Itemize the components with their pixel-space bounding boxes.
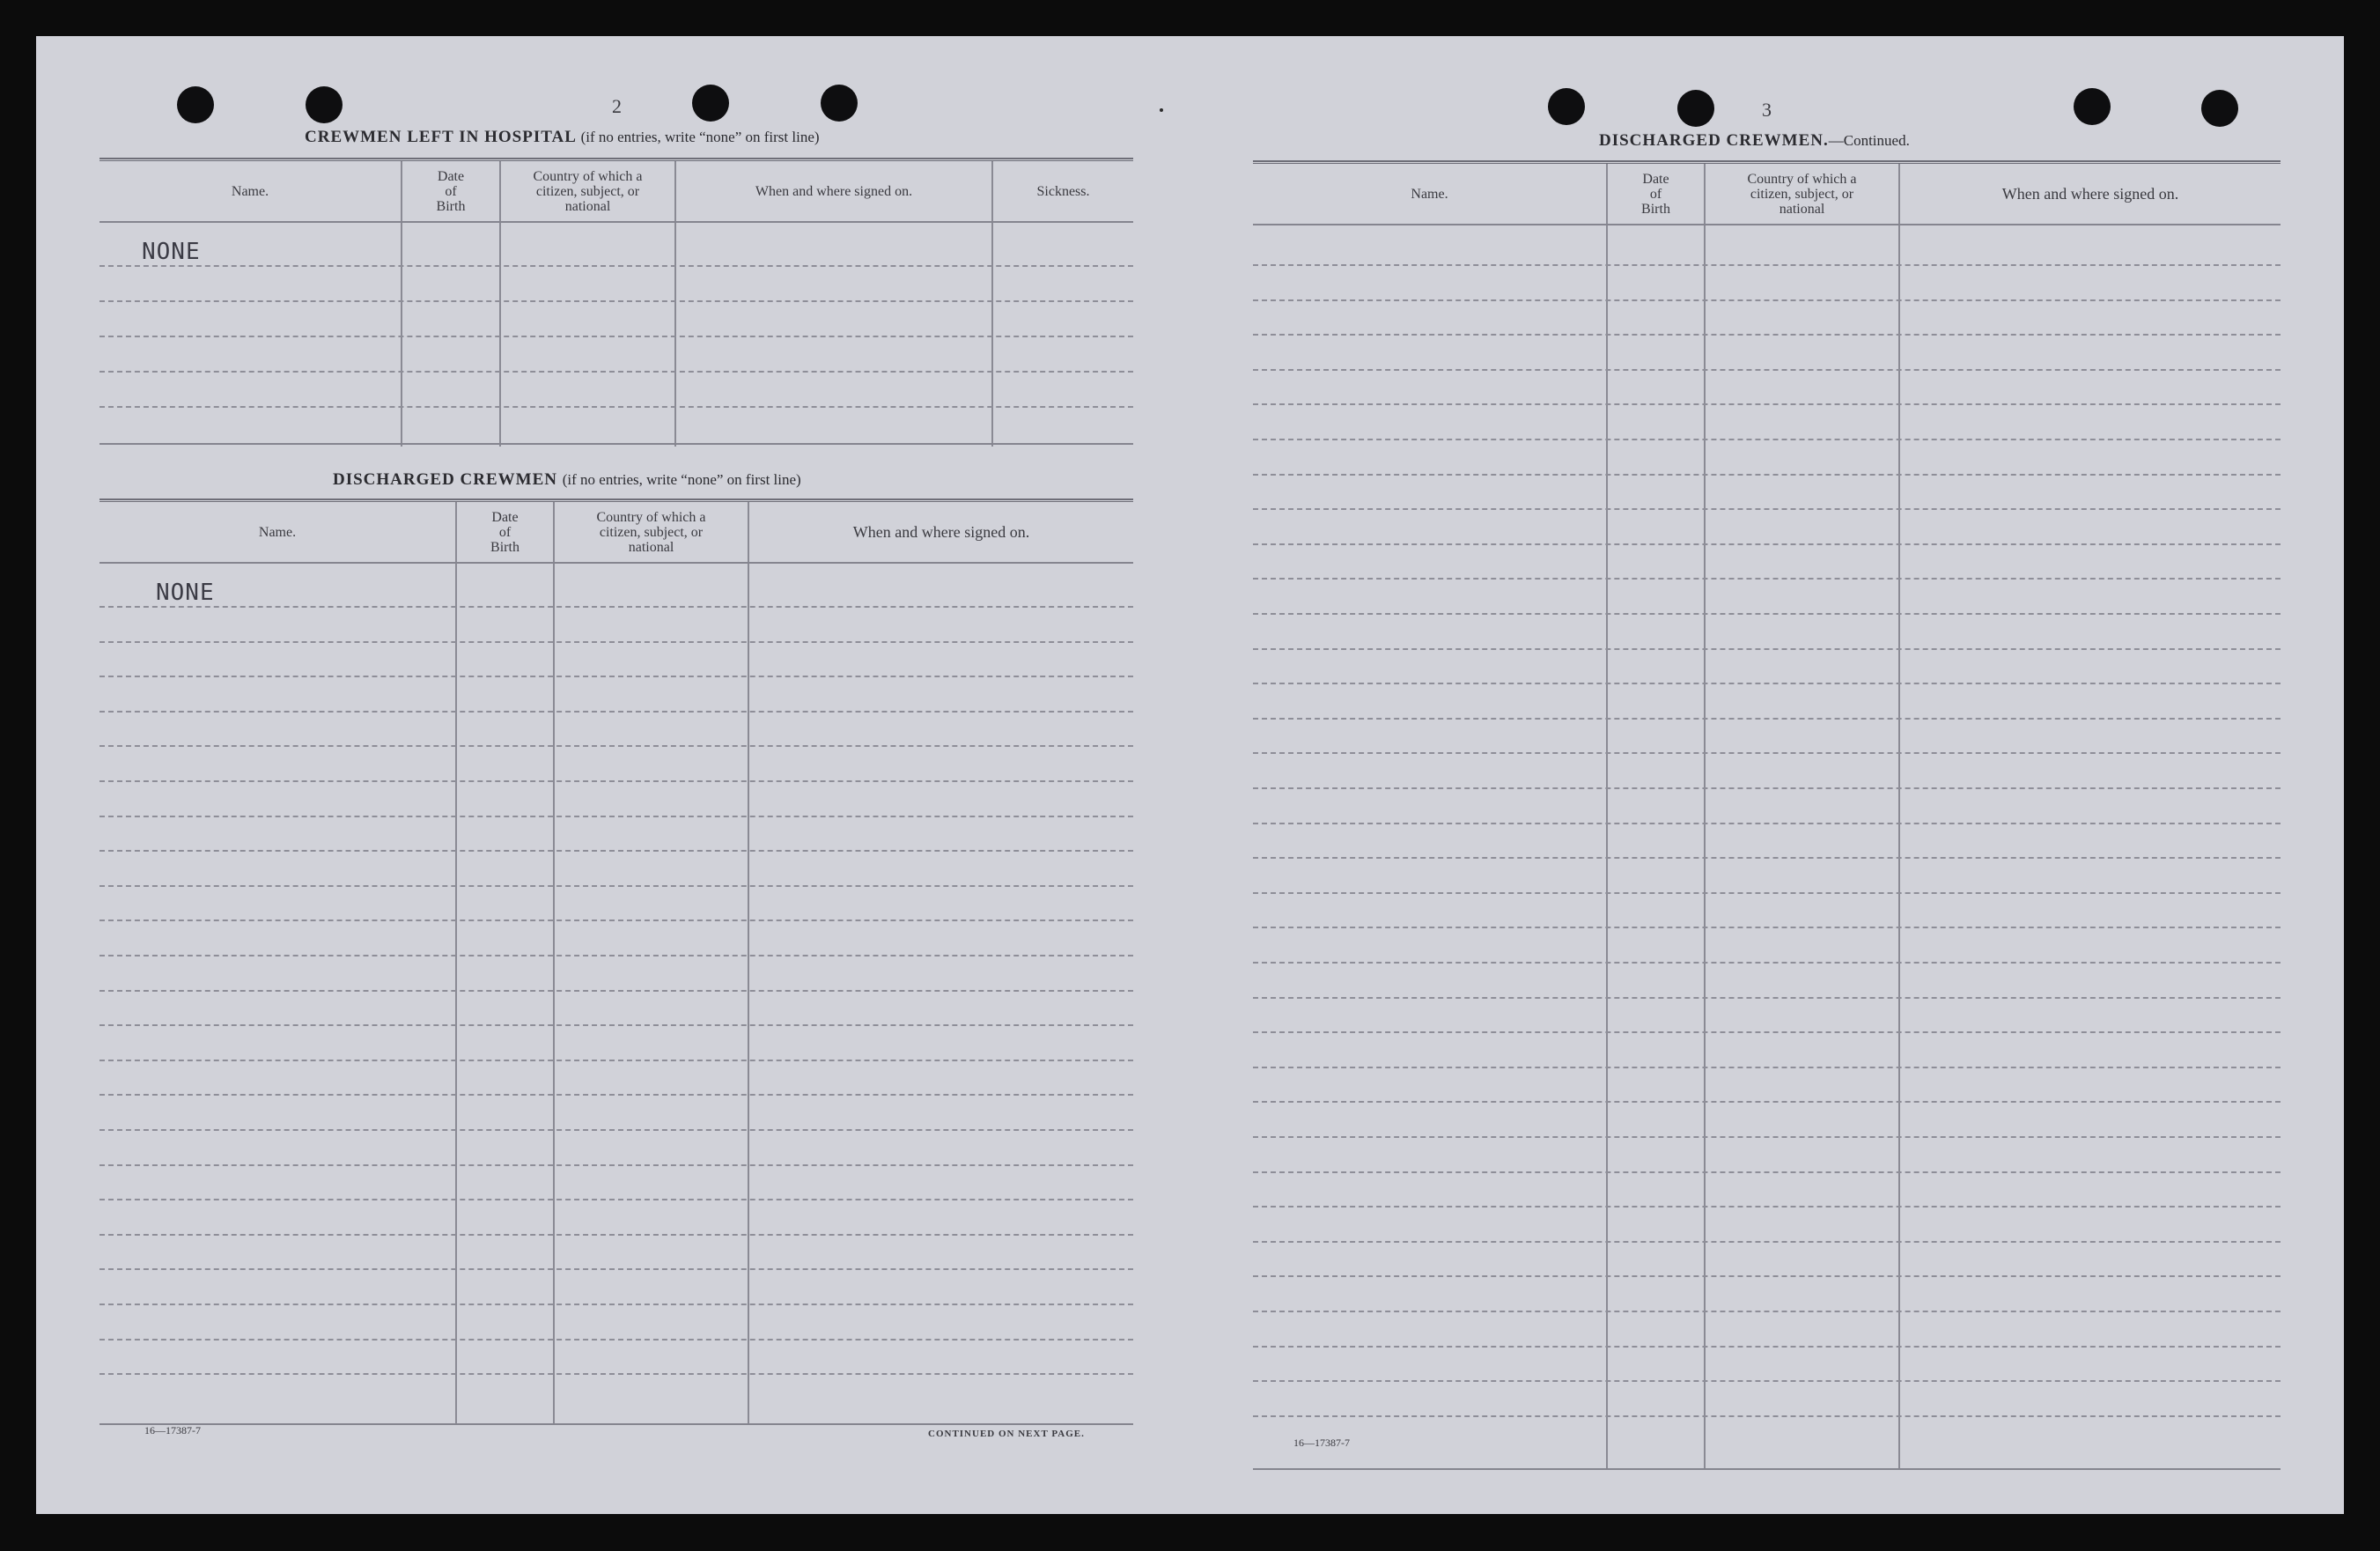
- punch-hole: [2201, 90, 2238, 127]
- column-header-name: Name.: [1411, 186, 1448, 202]
- column-header-sickness: Sickness.: [1036, 183, 1090, 199]
- dust-speck: [1160, 108, 1163, 112]
- column-header-signed-on: When and where signed on.: [852, 522, 1030, 541]
- hospital-table: [99, 158, 1133, 447]
- continued-note: CONTINUED ON NEXT PAGE.: [928, 1429, 1085, 1439]
- punch-hole: [692, 85, 729, 122]
- hospital-entry-name: NONE: [142, 239, 201, 265]
- column-header-country: Country of which a citizen, subject, or national: [533, 168, 643, 214]
- discharged-table-right: [1253, 160, 2281, 1473]
- page-number-right: 3: [1762, 99, 1772, 121]
- column-header-country: Country of which a citizen, subject, or national: [1747, 171, 1857, 217]
- column-header-signed-on: When and where signed on.: [755, 183, 913, 199]
- discharged-section-instruction: (if no entries, write “none” on first line): [562, 471, 801, 488]
- column-header-name: Name.: [258, 524, 297, 540]
- punch-hole: [821, 85, 858, 122]
- continued-suffix: —Continued.: [1828, 132, 1910, 149]
- form-number-right: 16—17387-7: [1293, 1437, 1350, 1449]
- punch-hole: [1677, 90, 1714, 127]
- column-header-date-of-birth: Date of Birth: [490, 509, 519, 555]
- form-number-left: 16—17387-7: [144, 1424, 201, 1437]
- punch-hole: [177, 86, 214, 123]
- punch-hole: [306, 86, 343, 123]
- column-header-date-of-birth: Date of Birth: [1641, 171, 1670, 217]
- column-header-date-of-birth: Date of Birth: [436, 168, 466, 214]
- punch-hole: [2074, 88, 2111, 125]
- discharged-section-title: DISCHARGED CREWMEN (if no entries, write “none” on first line): [333, 470, 801, 489]
- discharged-entry-name: NONE: [156, 580, 215, 606]
- punch-hole: [1548, 88, 1585, 125]
- page-number-left: 2: [612, 95, 622, 117]
- discharged-continued-title: DISCHARGED CREWMEN.—Continued.: [1599, 131, 1910, 150]
- column-header-name: Name.: [231, 183, 269, 199]
- form-sheet: [36, 36, 2344, 1514]
- column-header-country: Country of which a citizen, subject, or national: [596, 509, 706, 555]
- column-header-signed-on: When and where signed on.: [2001, 184, 2179, 203]
- hospital-section-instruction: (if no entries, write “none” on first line): [580, 129, 820, 145]
- discharged-table-left: [99, 499, 1133, 1432]
- hospital-section-title: CREWMEN LEFT IN HOSPITAL (if no entries, write “none” on first line): [305, 128, 820, 146]
